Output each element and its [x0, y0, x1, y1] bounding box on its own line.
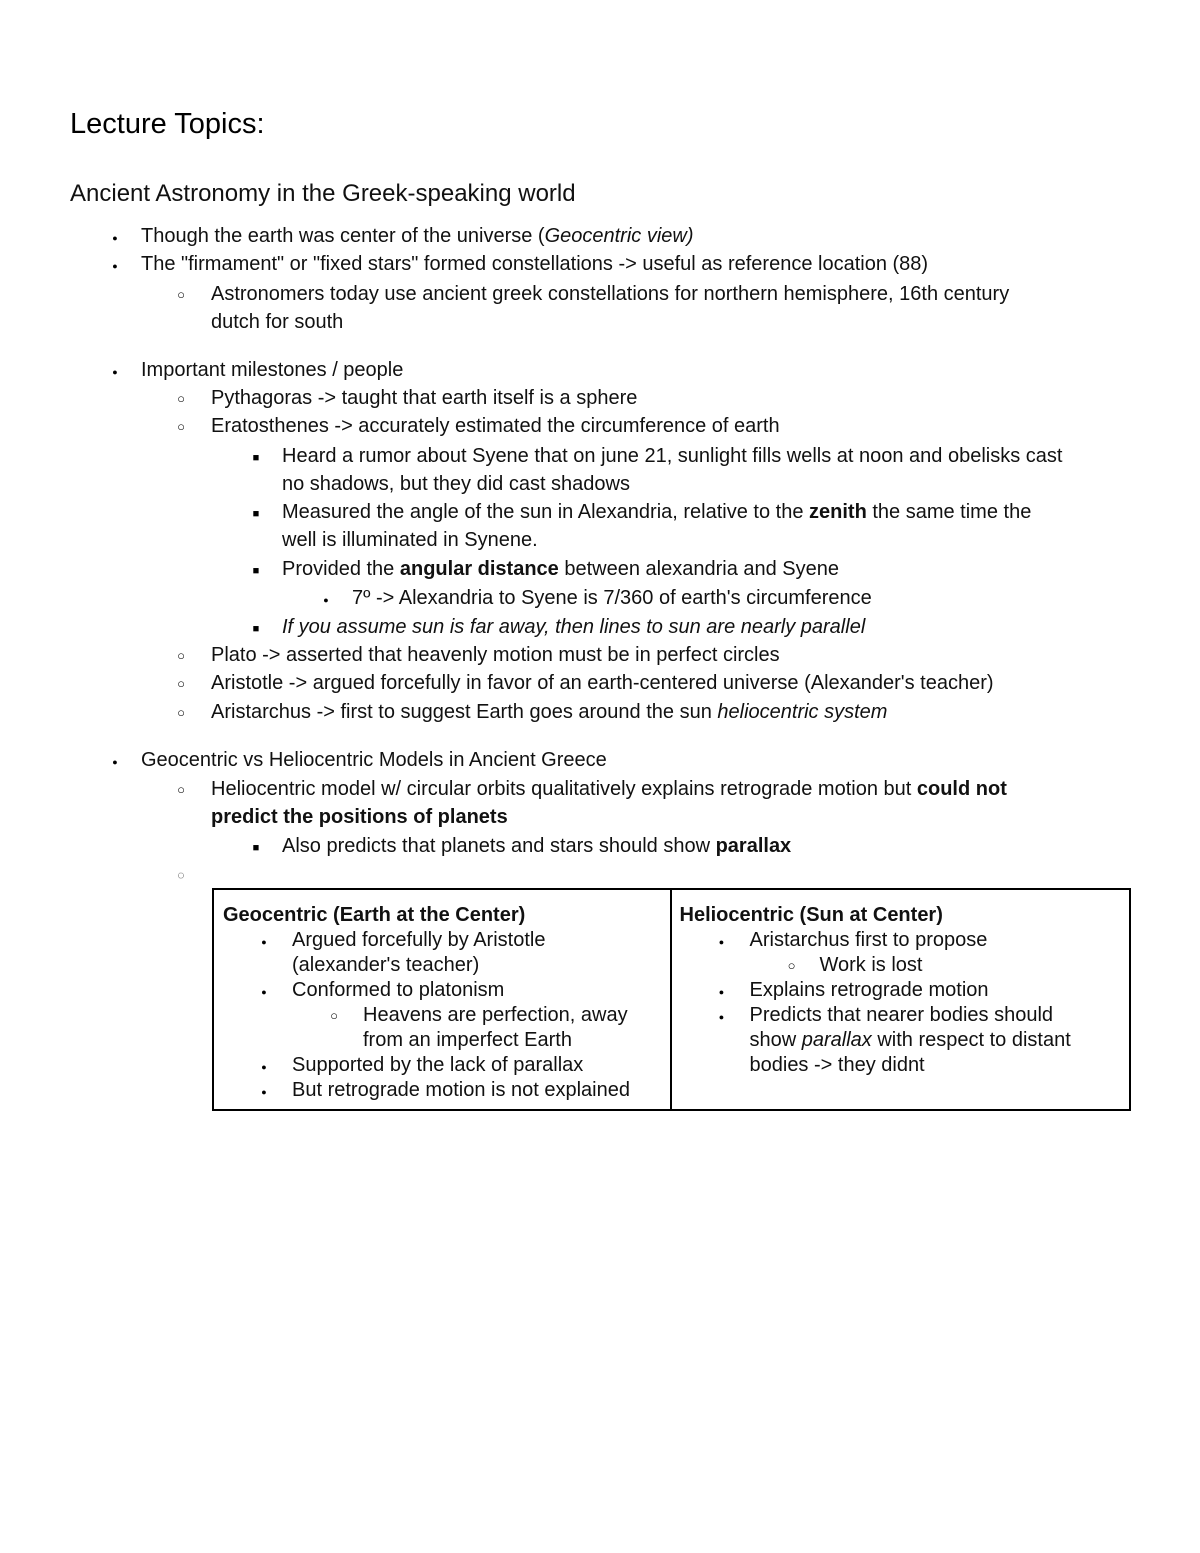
bullet-circle-icon	[782, 953, 802, 978]
bullet-square-icon	[246, 613, 266, 643]
list-item: Supported by the lack of parallax	[292, 1054, 584, 1076]
bullet-circle-icon	[171, 698, 191, 727]
list-item: Plato -> asserted that heavenly motion must be in perfect circles	[211, 644, 780, 666]
heliocentric-cell	[672, 890, 1130, 1109]
bullet-empty-icon	[171, 860, 191, 889]
bullet-dot-icon	[254, 1078, 274, 1105]
bullet-square-icon	[246, 555, 266, 585]
bullet-circle-icon	[171, 412, 191, 441]
list-item: Heard a rumor about Syene that on june 21, sunlight fills wells at noon and obelisks cast	[282, 445, 1063, 467]
page-title: Lecture Topics:	[70, 108, 265, 140]
list-item-continuation: dutch for south	[211, 311, 344, 333]
bullet-dot-icon	[316, 584, 336, 614]
list-item: Work is lost	[819, 954, 923, 976]
list-item: Pythagoras -> taught that earth itself is a sphere	[211, 387, 638, 409]
list-item-continuation: bodies -> they didnt	[749, 1054, 925, 1076]
bullet-circle-icon	[171, 669, 191, 698]
bullet-dot-icon	[254, 1053, 274, 1080]
bullet-dot-icon	[105, 356, 125, 386]
list-item-continuation: predict the positions of planets	[211, 806, 508, 828]
list-item: The "firmament" or "fixed stars" formed constellations -> useful as reference location (88)	[141, 253, 929, 275]
list-item: Also predicts that planets and stars should show parallax	[282, 835, 792, 857]
bullet-circle-icon	[324, 1003, 344, 1028]
bullet-circle-icon	[171, 384, 191, 413]
list-item: Geocentric vs Heliocentric Models in Ancient Greece	[141, 749, 607, 771]
section-heading: Ancient Astronomy in the Greek-speaking world	[70, 180, 576, 207]
list-item: Aristarchus first to propose	[749, 929, 988, 951]
list-item: Explains retrograde motion	[749, 979, 989, 1001]
bullet-circle-icon	[171, 775, 191, 804]
bullet-dot-icon	[712, 978, 732, 1005]
list-item: Conformed to platonism	[292, 979, 505, 1001]
list-item: Heavens are perfection, away	[363, 1004, 628, 1026]
list-item-continuation: from an imperfect Earth	[363, 1029, 572, 1051]
list-item: Important milestones / people	[141, 359, 404, 381]
list-item: Astronomers today use ancient greek constellations for northern hemisphere, 16th century	[211, 283, 1010, 305]
table-header: Heliocentric (Sun at Center)	[679, 904, 943, 926]
list-item: Though the earth was center of the universe (Geocentric view)	[141, 225, 694, 247]
list-item: Argued forcefully by Aristotle	[292, 929, 546, 951]
list-item-continuation: show parallax with respect to distant	[749, 1029, 1071, 1051]
list-item: But retrograde motion is not explained	[292, 1079, 630, 1101]
list-item: Predicts that nearer bodies should	[749, 1004, 1054, 1026]
bullet-dot-icon	[254, 978, 274, 1005]
bullet-dot-icon	[105, 250, 125, 280]
bullet-circle-icon	[171, 641, 191, 670]
geocentric-cell	[214, 890, 672, 1109]
list-item: Eratosthenes -> accurately estimated the circumference of earth	[211, 415, 780, 437]
list-item: 7º -> Alexandria to Syene is 7/360 of earth's circumference	[352, 587, 872, 609]
table-header: Geocentric (Earth at the Center)	[223, 904, 526, 926]
bullet-square-icon	[246, 498, 266, 528]
comparison-table	[212, 888, 1131, 1111]
list-item: Aristotle -> argued forcefully in favor of an earth-centered universe (Alexander's teacher)	[211, 672, 994, 694]
bullet-dot-icon	[712, 928, 732, 955]
list-item-continuation: well is illuminated in Synene.	[282, 529, 538, 551]
list-item: If you assume sun is far away, then lines to sun are nearly parallel	[282, 616, 866, 638]
list-item: Aristarchus -> first to suggest Earth goes around the sun heliocentric system	[211, 701, 888, 723]
list-item: Provided the angular distance between alexandria and Syene	[282, 558, 840, 580]
bullet-dot-icon	[105, 746, 125, 776]
bullet-square-icon	[246, 832, 266, 862]
list-item-continuation: (alexander's teacher)	[292, 954, 480, 976]
bullet-dot-icon	[105, 222, 125, 252]
list-item: Heliocentric model w/ circular orbits qualitatively explains retrograde motion but could not	[211, 778, 1007, 800]
list-item-continuation: no shadows, but they did cast shadows	[282, 473, 630, 495]
bullet-circle-icon	[171, 280, 191, 309]
bullet-square-icon	[246, 442, 266, 472]
bullet-dot-icon	[254, 928, 274, 955]
bullet-dot-icon	[712, 1003, 732, 1030]
list-item: Measured the angle of the sun in Alexandria, relative to the zenith the same time the	[282, 501, 1032, 523]
